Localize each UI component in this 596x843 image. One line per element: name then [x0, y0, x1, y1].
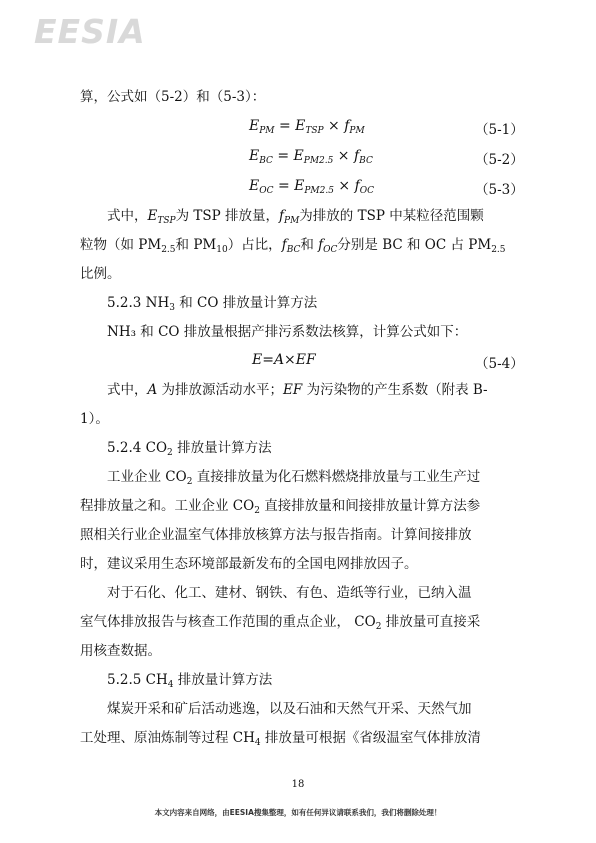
equation-5-3 [249, 178, 374, 196]
equation-number: （5-1） [475, 122, 524, 138]
eq-term: E [249, 118, 260, 134]
text: 排放量可直接采 [381, 614, 481, 630]
text: 式中， [107, 208, 148, 224]
where-line-3: 比例。 [80, 266, 121, 282]
var-sub: PM [284, 216, 300, 226]
sub: 2 [186, 477, 193, 487]
var: f [318, 237, 324, 253]
eq-sub: BC [259, 156, 273, 166]
text: 排放量计算方法 [173, 672, 273, 688]
where-line-2 [80, 236, 506, 259]
text: 5.2.5 CH [107, 672, 168, 688]
eq-term: × f [333, 178, 360, 194]
eq-sub: PM [259, 126, 275, 136]
paragraph-line [80, 729, 481, 752]
eq-sub: PM2.5 [304, 186, 334, 196]
intro-text: 算，公式如（5-2）和（5-3）： [80, 89, 266, 105]
text: 工业企业 CO [107, 469, 187, 485]
section-heading-5-2-3 [107, 294, 317, 317]
paragraph-5-2-3: NH₃ 和 CO 排放量根据产排污系数法核算，计算公式如下： [107, 324, 468, 340]
text: 为 TSP 排放量， [175, 208, 280, 224]
eq-term: = E [272, 148, 304, 164]
paragraph-line: 对于石化、化工、建材、钢铁、有色、造纸等行业，已纳入温 [107, 585, 472, 601]
sub: 2 [375, 622, 382, 632]
section-heading-5-2-5 [107, 671, 272, 694]
sub: 2 [254, 506, 260, 516]
text: 和 CO 排放量计算方法 [174, 295, 318, 311]
page-number: 18 [291, 779, 305, 790]
eesia-logo: EESIA [34, 12, 146, 51]
var-sub: BC [286, 245, 301, 255]
var: A [147, 382, 158, 398]
text: 为污染物的产生系数（附表 B- [302, 382, 488, 398]
text: 排放量可根据《省级温室气体排放清 [260, 730, 481, 746]
eq-term: E [249, 178, 260, 194]
sub: 2.5 [491, 245, 506, 255]
footer-disclaimer: 本文内容来自网络，由EESIA搜集整理，如有任何异议请联系我们，我们将删除处理！ [154, 808, 442, 817]
eq-term: = E [273, 178, 305, 194]
eq-sub: BC [359, 156, 373, 166]
text: 和 [300, 237, 319, 253]
text: 工处理、原油炼制等过程 CH [80, 730, 255, 746]
sub: 10 [216, 245, 228, 255]
text: 式中， [107, 382, 148, 398]
eq-sub: PM [349, 126, 365, 136]
eq-term: × f [323, 118, 350, 134]
where-line-1 [107, 207, 484, 230]
text: 和 PM [175, 237, 217, 253]
var-sub: TSP [157, 216, 176, 226]
text: 5.2.3 NH [107, 295, 170, 311]
where-eq4-line-1 [107, 381, 488, 399]
sub: 2 [167, 448, 173, 458]
eq-term: × f [333, 148, 360, 164]
sub: 3 [169, 303, 175, 313]
equation-5-2 [249, 148, 373, 166]
eq-sub: OC [359, 186, 375, 196]
eq-sub: TSP [305, 126, 324, 136]
paragraph-line: 时，建议采用生态环境部最新发布的全国电网排放因子。 [80, 556, 418, 572]
section-heading-5-2-4 [107, 439, 272, 462]
sub: 4 [254, 738, 261, 748]
equation-5-4: E=A×EF [252, 352, 316, 368]
paragraph-line: 照相关行业企业温室气体排放核算方法与报告指南。计算间接排放 [80, 527, 472, 543]
eq-term: E [249, 148, 260, 164]
eq-sub: OC [259, 186, 274, 196]
paragraph-line: 煤炭开采和矿后活动逃逸，以及石油和天然气开采、天然气加 [107, 701, 472, 717]
paragraph-line [80, 613, 480, 636]
text: 分别是 BC 和 OC 占 PM [337, 237, 492, 253]
text: 为排放源活动水平； [157, 382, 284, 398]
var-sub: OC [323, 245, 338, 255]
equation-number: （5-4） [475, 356, 524, 372]
text: 室气体排放报告与核查工作范围的重点企业， CO [80, 614, 376, 630]
paragraph-line [107, 468, 480, 491]
var: f [281, 237, 287, 253]
text: 5.2.4 CO [107, 440, 168, 456]
equation-number: （5-2） [475, 152, 524, 168]
text: 排放量计算方法 [172, 440, 272, 456]
paragraph-line [80, 497, 480, 520]
var: EF [283, 382, 303, 398]
equation-5-1 [249, 118, 365, 136]
sub: 4 [167, 680, 174, 690]
text: 直接排放量为化石燃料燃烧排放量与工业生产过 [192, 469, 481, 485]
sub: 2.5 [161, 245, 176, 255]
var: E [147, 208, 158, 224]
var: f [279, 208, 285, 224]
text: 直接排放量和间接排放量计算方法参 [259, 498, 481, 514]
equation-number: （5-3） [475, 182, 524, 198]
where-eq4-line-2: 1）。 [80, 411, 109, 427]
paragraph-line: 用核查数据。 [80, 643, 161, 659]
text: ）占比， [227, 237, 282, 253]
eq-sub: PM2.5 [303, 156, 334, 166]
eq-term: = E [274, 118, 306, 134]
text: 粒物（如 PM [80, 237, 162, 253]
text: 程排放量之和。工业企业 CO [80, 498, 255, 514]
text: 为排放的 TSP 中某粒径范围颗 [299, 208, 484, 224]
